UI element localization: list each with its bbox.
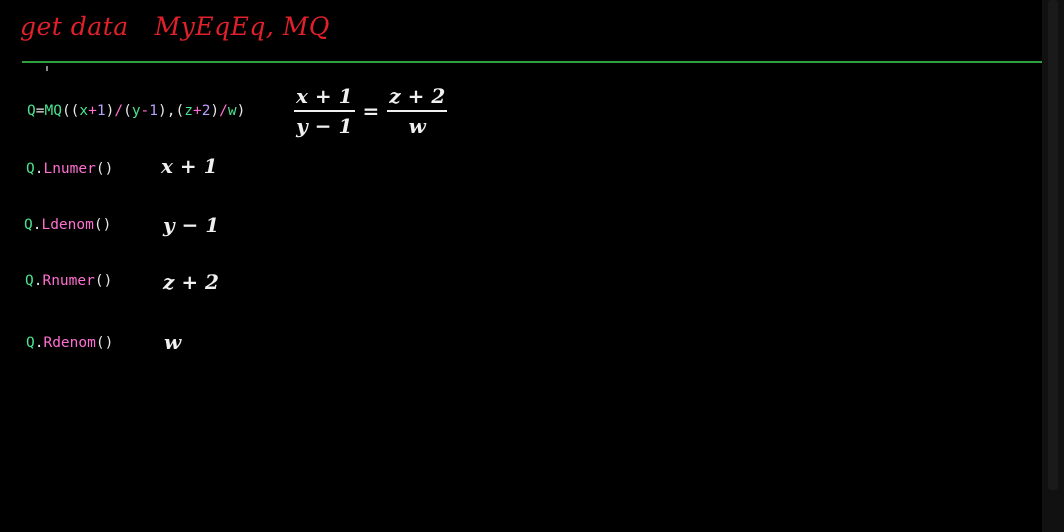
scrollbar[interactable] <box>1042 0 1064 532</box>
code-arg: y <box>131 103 141 119</box>
divider <box>22 61 1044 63</box>
equation-output <box>294 83 447 139</box>
code-dot: . <box>33 273 43 289</box>
code-paren: () <box>95 161 114 177</box>
code-paren: () <box>94 273 113 289</box>
code-paren: () <box>95 335 114 351</box>
code-paren: ),( <box>158 103 185 119</box>
header-label: get data <box>20 12 129 41</box>
code-method: Lnumer <box>43 161 96 177</box>
code-op: + <box>192 103 202 119</box>
header-names: MyEqEq, MQ <box>154 12 330 41</box>
right-fraction <box>387 83 447 139</box>
code-dot: . <box>32 217 42 233</box>
code-num: 2 <box>201 103 211 119</box>
code-var: Q <box>27 103 36 119</box>
code-arg: w <box>227 103 237 119</box>
code-line-constructor <box>27 103 245 119</box>
code-op: / <box>219 103 228 119</box>
output-rdenom: w <box>164 330 182 354</box>
code-paren: ( <box>123 103 132 119</box>
code-method: Ldenom <box>41 217 94 233</box>
code-paren: ) <box>236 103 246 119</box>
code-fn: MQ <box>44 103 62 119</box>
code-line-rdenom <box>26 335 113 351</box>
right-numerator: z + 2 <box>389 84 446 108</box>
code-arg: z <box>184 103 193 119</box>
code-obj: Q <box>26 335 35 351</box>
code-line-rnumer <box>25 273 112 289</box>
code-num: 1 <box>96 103 106 119</box>
fraction-bar <box>294 110 355 112</box>
code-op: / <box>114 103 124 119</box>
fraction-bar <box>387 110 447 112</box>
left-numerator: x + 1 <box>296 84 353 108</box>
code-method: Rdenom <box>43 335 96 351</box>
code-op: + <box>88 103 97 119</box>
left-fraction <box>294 83 355 139</box>
equals-sign: = <box>362 98 380 123</box>
code-arg: x <box>79 103 89 119</box>
code-op: = <box>35 103 45 119</box>
code-paren: ) <box>105 103 115 119</box>
code-num: 1 <box>149 103 159 119</box>
output-rnumer: z + 2 <box>163 270 219 294</box>
tick-mark <box>46 66 48 71</box>
output-ldenom: y − 1 <box>163 213 220 237</box>
code-obj: Q <box>26 161 35 177</box>
output-lnumer: x + 1 <box>161 154 218 178</box>
right-denominator: w <box>408 113 426 138</box>
code-line-lnumer <box>26 161 113 177</box>
code-paren: ) <box>210 103 220 119</box>
header <box>20 12 330 48</box>
code-paren: (( <box>61 103 80 119</box>
code-method: Rnumer <box>42 273 95 289</box>
code-obj: Q <box>24 217 33 233</box>
code-line-ldenom <box>24 217 111 233</box>
code-obj: Q <box>25 273 34 289</box>
code-paren: () <box>93 217 112 233</box>
code-dot: . <box>34 161 44 177</box>
code-op: - <box>140 103 150 119</box>
left-denominator: y − 1 <box>296 113 353 138</box>
code-dot: . <box>34 335 44 351</box>
scrollbar-thumb[interactable] <box>1048 0 1058 490</box>
